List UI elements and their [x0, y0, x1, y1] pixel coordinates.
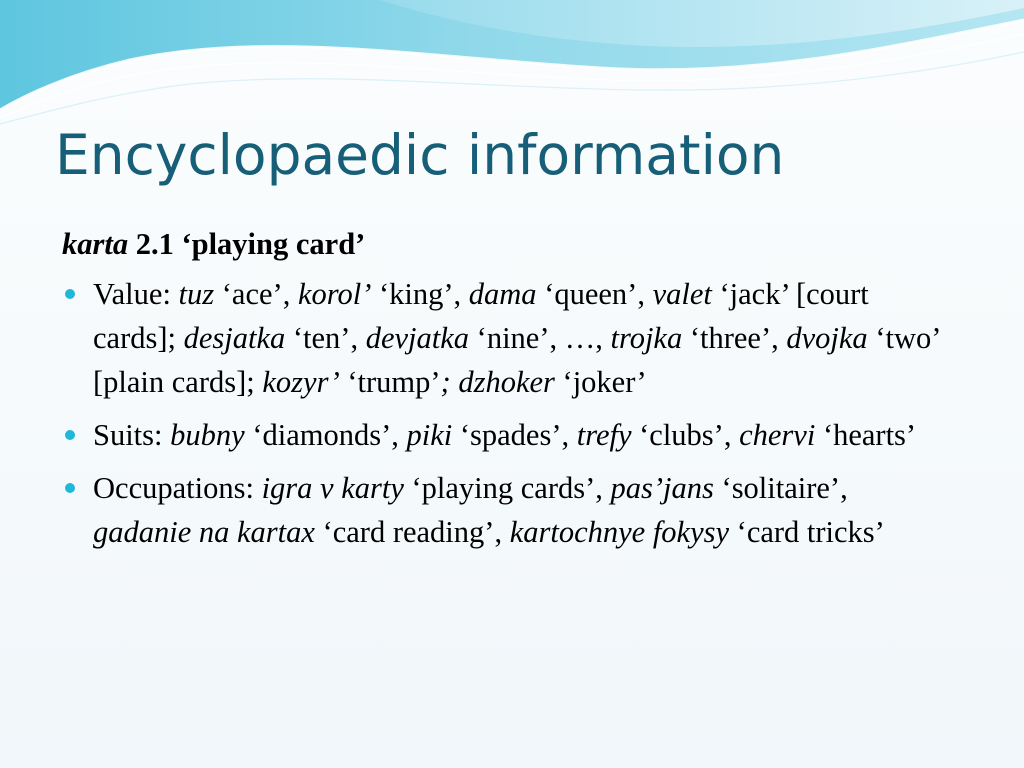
gloss-text: ‘diamonds’,: [244, 418, 407, 452]
term-italic: tuz: [178, 277, 215, 311]
term-italic: igra v karty: [261, 471, 404, 505]
term-italic: bubny: [170, 418, 245, 452]
term-italic: dama: [468, 277, 537, 311]
bullet-text: [93, 277, 939, 399]
gloss-text: ‘hearts’: [815, 418, 917, 452]
bullet-suits: [62, 413, 953, 457]
gloss-text: Occupations:: [93, 471, 262, 505]
gloss-text: ‘solitaire’,: [713, 471, 848, 505]
entry-heading: [62, 222, 962, 266]
bullet-value: [62, 272, 953, 404]
gloss-text: ‘trump’: [339, 365, 441, 399]
gloss-text: ‘card tricks’: [729, 515, 885, 549]
term-italic: valet: [652, 277, 712, 311]
term-italic: ;: [440, 365, 451, 399]
bullet-text: [93, 471, 885, 549]
term-italic: kozyr’: [262, 365, 340, 399]
term-italic: chervi: [739, 418, 816, 452]
gloss-text: ‘clubs’,: [631, 418, 740, 452]
gloss-text: ‘three’,: [682, 321, 787, 355]
bullet-icon: [65, 289, 75, 299]
entry-term: karta: [62, 227, 129, 261]
term-italic: desjatka: [183, 321, 286, 355]
gloss-text: ‘ten’,: [285, 321, 366, 355]
bullet-occupations: [62, 466, 953, 554]
term-italic: trojka: [610, 321, 683, 355]
gloss-text: ‘two’ [plain cards];: [93, 321, 940, 399]
term-italic: dvojka: [786, 321, 868, 355]
header-wave-decoration: [0, 0, 1024, 130]
term-italic: kartochnye fokysy: [509, 515, 730, 549]
bullet-icon: [65, 483, 75, 493]
term-italic: devjatka: [365, 321, 470, 355]
bullet-list: [62, 272, 962, 554]
bullet-text: [93, 418, 916, 452]
gloss-text: ‘playing cards’,: [403, 471, 611, 505]
entry-sense: 2.1 ‘playing card’: [128, 227, 366, 261]
gloss-text: ‘queen’,: [536, 277, 653, 311]
gloss-text: Value:: [93, 277, 179, 311]
gloss-text: ‘spades’,: [452, 418, 577, 452]
slide-title: Encyclopaedic information: [55, 123, 785, 187]
term-italic: trefy: [576, 418, 632, 452]
slide-body: [62, 222, 962, 563]
gloss-text: ‘card reading’,: [314, 515, 510, 549]
bullet-icon: [65, 430, 75, 440]
term-italic: korol’: [297, 277, 372, 311]
gloss-text: ‘ace’,: [214, 277, 298, 311]
gloss-text: ‘nine’, …,: [469, 321, 611, 355]
term-italic: piki: [406, 418, 453, 452]
gloss-text: Suits:: [93, 418, 171, 452]
term-italic: pas’jans: [610, 471, 714, 505]
term-italic: dzhoker: [458, 365, 555, 399]
gloss-text: ‘king’,: [371, 277, 469, 311]
gloss-text: ‘joker’: [554, 365, 647, 399]
term-italic: gadanie na kartax: [93, 515, 315, 549]
gloss-text: ‘jack’ [court cards];: [93, 277, 869, 355]
